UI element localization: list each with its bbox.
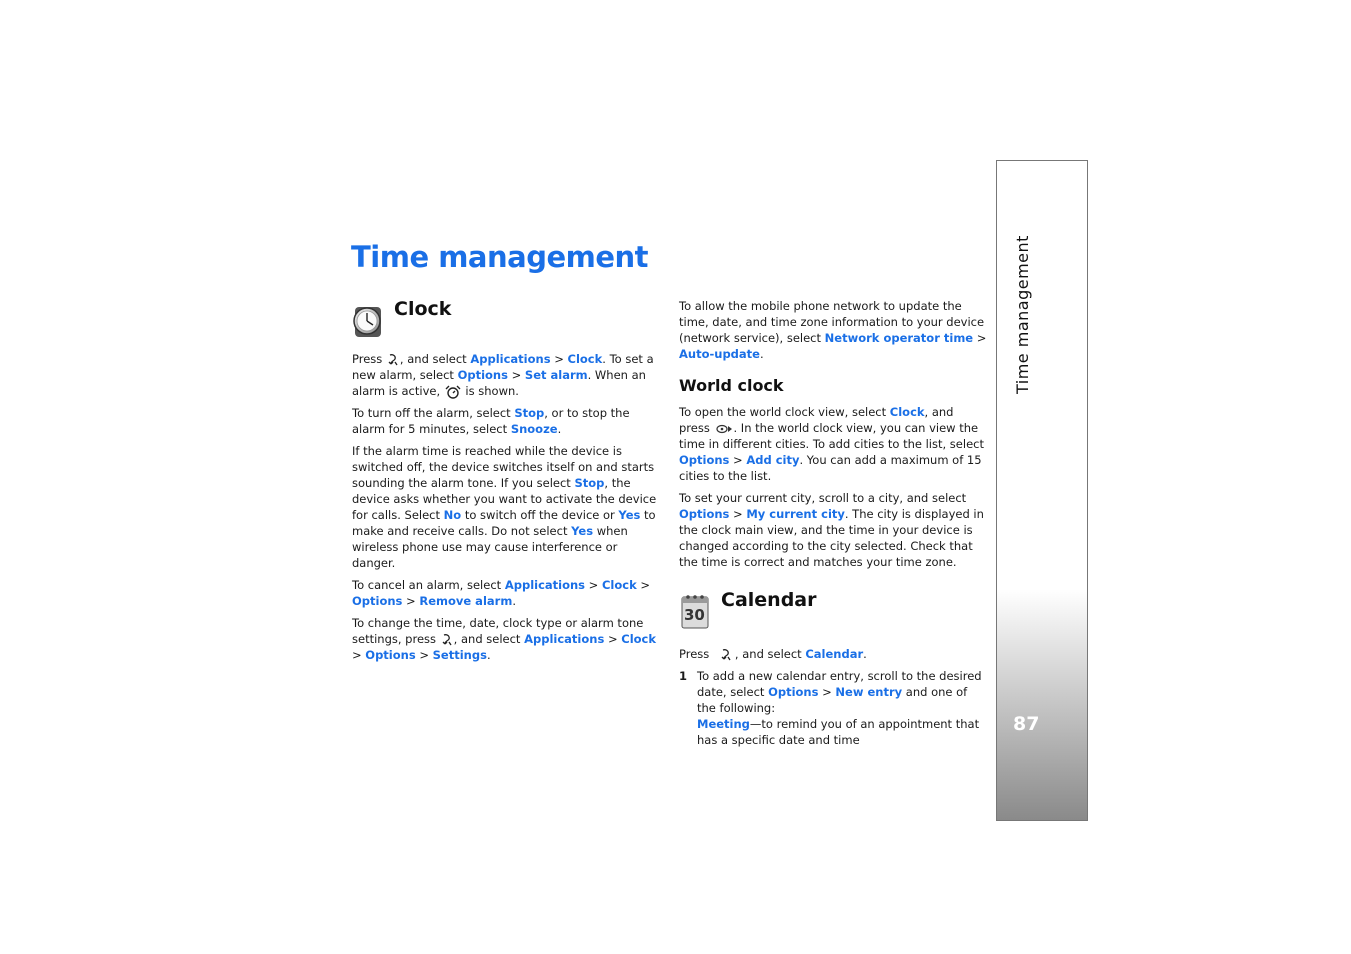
text: , and select: [453, 632, 525, 646]
text: >: [415, 648, 433, 662]
applications-link: Applications: [470, 352, 551, 366]
text: To allow the mobile phone network to update the time, date, and time zone information to your device (network service), select: [679, 299, 985, 345]
list-item-text: [697, 668, 987, 748]
options-link: Options: [352, 594, 403, 608]
list-item-number: 1: [679, 669, 688, 683]
menu-key-icon: [440, 633, 454, 647]
text: , the device asks whether you want to activate the device for calls. Select: [352, 476, 657, 522]
stop-link: Stop: [514, 406, 545, 420]
text: to make and receive calls. Do not select: [352, 508, 656, 538]
options-link: Options: [768, 685, 819, 699]
calendar-heading: Calendar: [721, 589, 817, 611]
text: , or to stop the alarm for 5 minutes, select: [352, 406, 630, 436]
text: .: [759, 347, 764, 361]
text: To add a new calendar entry, scroll to the desired date, select: [697, 669, 982, 699]
text: .: [863, 647, 867, 661]
set-alarm-link: Set alarm: [524, 368, 588, 382]
clock-link: Clock: [889, 405, 925, 419]
text: >: [729, 507, 747, 521]
calendar-icon-number: 30: [684, 606, 705, 624]
chapter-sidebar: [996, 160, 1088, 821]
add-city-link: Add city: [746, 453, 800, 467]
joystick-key-icon: [714, 423, 734, 435]
right-column: [679, 298, 987, 748]
my-current-city-link: My current city: [746, 507, 845, 521]
clock-section: [352, 351, 662, 669]
alarm-indicator-icon: [444, 385, 462, 399]
network-paragraph: [679, 298, 987, 362]
applications-link: Applications: [524, 632, 605, 646]
clock-link: Clock: [621, 632, 657, 646]
menu-key-icon: [386, 353, 400, 367]
text: , and select: [734, 647, 806, 661]
network-operator-time-link: Network operator time: [824, 331, 974, 345]
text: >: [507, 368, 525, 382]
world-clock-paragraph-1: [679, 404, 987, 484]
text: Press: [352, 352, 386, 366]
text: .: [486, 648, 491, 662]
calendar-heading-block: [679, 588, 987, 636]
clock-paragraph-1: [352, 351, 662, 399]
text: . The city is displayed in the clock main view, and the time in your device is changed according to the city selected. Check that the time is correct and matches your time zone.: [679, 507, 984, 569]
no-link: No: [443, 508, 462, 522]
list-item: [679, 668, 987, 748]
text: To open the world clock view, select: [679, 405, 890, 419]
text: —to remind you of an appointment that has a specific date and time: [697, 717, 980, 747]
text: . You can add a maximum of 15 cities to the list.: [679, 453, 982, 483]
clock-app-icon: [352, 303, 384, 339]
text: and one of the following:: [697, 685, 968, 715]
page-title: Time management: [351, 240, 649, 274]
yes-link: Yes: [618, 508, 641, 522]
text: , and press: [679, 405, 954, 435]
new-entry-link: New entry: [835, 685, 903, 699]
text: >: [973, 331, 987, 345]
calendar-paragraph-1: [679, 646, 987, 662]
meeting-link: Meeting: [697, 717, 750, 731]
calendar-link: Calendar: [805, 647, 864, 661]
text: >: [402, 594, 420, 608]
text: >: [585, 578, 602, 592]
calendar-app-icon: [679, 592, 711, 630]
text: . To set a new alarm, select: [352, 352, 654, 382]
text: . When an alarm is active,: [352, 368, 646, 398]
clock-heading: Clock: [394, 298, 452, 320]
chapter-label: Time management: [1013, 235, 1032, 394]
page-number: 87: [1013, 713, 1040, 735]
remove-alarm-link: Remove alarm: [419, 594, 513, 608]
text: Press: [679, 647, 713, 661]
snooze-link: Snooze: [510, 422, 558, 436]
text: >: [550, 352, 568, 366]
options-link: Options: [679, 453, 730, 467]
text: .: [512, 594, 516, 608]
world-clock-heading: World clock: [679, 376, 784, 395]
text: >: [729, 453, 747, 467]
text: If the alarm time is reached while the device is switched off, the device switches itself on and starts sounding the alarm tone. If you select: [352, 444, 655, 490]
clock-paragraph-5: [352, 615, 662, 663]
options-link: Options: [679, 507, 730, 521]
clock-link: Clock: [567, 352, 603, 366]
text: when wireless phone use may cause interference or danger.: [352, 524, 628, 570]
text: To change the time, date, clock type or alarm tone settings, press: [352, 616, 644, 646]
text: To set your current city, scroll to a city, and select: [679, 491, 967, 505]
menu-key-icon: [713, 648, 735, 662]
stop-link: Stop: [574, 476, 605, 490]
text: To cancel an alarm, select: [352, 578, 505, 592]
clock-paragraph-2: [352, 405, 662, 437]
options-link: Options: [457, 368, 508, 382]
text: To turn off the alarm, select: [352, 406, 515, 420]
clock-paragraph-3: [352, 443, 662, 571]
text: >: [636, 578, 651, 592]
applications-link: Applications: [504, 578, 586, 592]
yes-link: Yes: [571, 524, 594, 538]
clock-link: Clock: [601, 578, 637, 592]
text: .: [557, 422, 562, 436]
text: . In the world clock view, you can view the time in different cities. To add cities to the list, select: [679, 421, 984, 451]
text: >: [818, 685, 836, 699]
auto-update-link: Auto-update: [679, 347, 760, 361]
settings-link: Settings: [432, 648, 487, 662]
options-link: Options: [365, 648, 416, 662]
text: is shown.: [461, 384, 519, 398]
clock-paragraph-4: [352, 577, 662, 609]
text: >: [604, 632, 622, 646]
text: to switch off the device or: [461, 508, 619, 522]
text: , and select: [399, 352, 471, 366]
world-clock-paragraph-2: [679, 490, 987, 570]
text: >: [352, 648, 366, 662]
